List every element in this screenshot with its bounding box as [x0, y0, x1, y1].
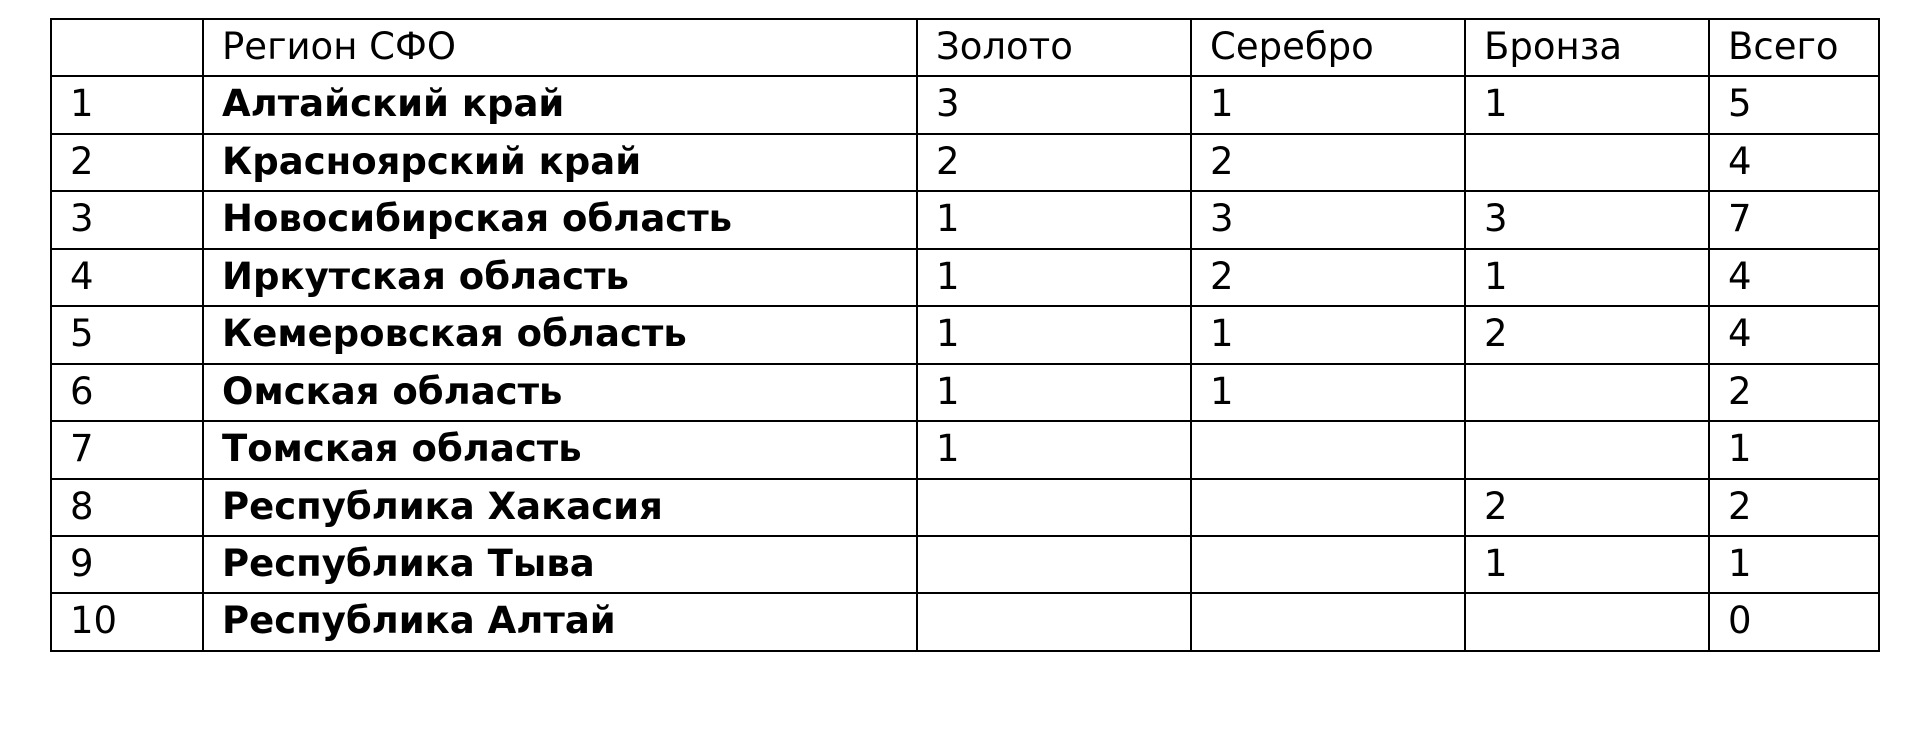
cell-region: Кемеровская область: [203, 306, 917, 363]
cell-silver: [1191, 536, 1465, 593]
cell-bronze: 1: [1465, 76, 1709, 133]
cell-region: Омская область: [203, 364, 917, 421]
table-body: [51, 76, 1879, 650]
cell-gold: 1: [917, 191, 1191, 248]
cell-rank: 5: [51, 306, 203, 363]
cell-region: Иркутская область: [203, 249, 917, 306]
cell-gold: [917, 536, 1191, 593]
cell-total: 2: [1709, 479, 1879, 536]
cell-gold: 1: [917, 249, 1191, 306]
table-header-row: [51, 19, 1879, 76]
cell-rank: 6: [51, 364, 203, 421]
cell-bronze: 2: [1465, 306, 1709, 363]
cell-gold: 3: [917, 76, 1191, 133]
cell-gold: 2: [917, 134, 1191, 191]
cell-gold: [917, 593, 1191, 650]
table-row: [51, 134, 1879, 191]
cell-gold: [917, 479, 1191, 536]
cell-region: Томская область: [203, 421, 917, 478]
table-row: [51, 479, 1879, 536]
cell-total: 2: [1709, 364, 1879, 421]
medal-table-container: [50, 18, 1878, 652]
table-row: [51, 306, 1879, 363]
cell-rank: 3: [51, 191, 203, 248]
table-row: [51, 364, 1879, 421]
cell-silver: 1: [1191, 76, 1465, 133]
cell-bronze: 1: [1465, 536, 1709, 593]
cell-total: 1: [1709, 536, 1879, 593]
cell-region: Республика Алтай: [203, 593, 917, 650]
cell-silver: [1191, 593, 1465, 650]
cell-bronze: [1465, 421, 1709, 478]
cell-region: Красноярский край: [203, 134, 917, 191]
cell-bronze: [1465, 364, 1709, 421]
table-header: [51, 19, 1879, 76]
column-header-region: Регион СФО: [203, 19, 917, 76]
cell-bronze: 2: [1465, 479, 1709, 536]
cell-silver: 3: [1191, 191, 1465, 248]
column-header-gold: Золото: [917, 19, 1191, 76]
cell-silver: [1191, 421, 1465, 478]
cell-total: 4: [1709, 306, 1879, 363]
cell-rank: 1: [51, 76, 203, 133]
column-header-silver: Серебро: [1191, 19, 1465, 76]
cell-rank: 8: [51, 479, 203, 536]
cell-rank: 4: [51, 249, 203, 306]
cell-total: 5: [1709, 76, 1879, 133]
cell-total: 1: [1709, 421, 1879, 478]
cell-total: 0: [1709, 593, 1879, 650]
table-row: [51, 593, 1879, 650]
cell-total: 4: [1709, 134, 1879, 191]
table-row: [51, 191, 1879, 248]
cell-rank: 2: [51, 134, 203, 191]
cell-gold: 1: [917, 364, 1191, 421]
cell-region: Новосибирская область: [203, 191, 917, 248]
cell-bronze: 1: [1465, 249, 1709, 306]
cell-region: Алтайский край: [203, 76, 917, 133]
cell-gold: 1: [917, 421, 1191, 478]
cell-rank: 9: [51, 536, 203, 593]
cell-bronze: 3: [1465, 191, 1709, 248]
column-header-total: Всего: [1709, 19, 1879, 76]
cell-total: 7: [1709, 191, 1879, 248]
cell-region: Республика Тыва: [203, 536, 917, 593]
table-row: [51, 536, 1879, 593]
cell-gold: 1: [917, 306, 1191, 363]
cell-silver: 2: [1191, 249, 1465, 306]
cell-bronze: [1465, 593, 1709, 650]
cell-total: 4: [1709, 249, 1879, 306]
cell-silver: 1: [1191, 364, 1465, 421]
table-row: [51, 76, 1879, 133]
cell-rank: 7: [51, 421, 203, 478]
table-row: [51, 421, 1879, 478]
table-row: [51, 249, 1879, 306]
cell-silver: 1: [1191, 306, 1465, 363]
cell-silver: [1191, 479, 1465, 536]
cell-rank: 10: [51, 593, 203, 650]
cell-silver: 2: [1191, 134, 1465, 191]
column-header-bronze: Бронза: [1465, 19, 1709, 76]
cell-region: Республика Хакасия: [203, 479, 917, 536]
medal-standings-table: [50, 18, 1880, 652]
column-header-rank: [51, 19, 203, 76]
cell-bronze: [1465, 134, 1709, 191]
